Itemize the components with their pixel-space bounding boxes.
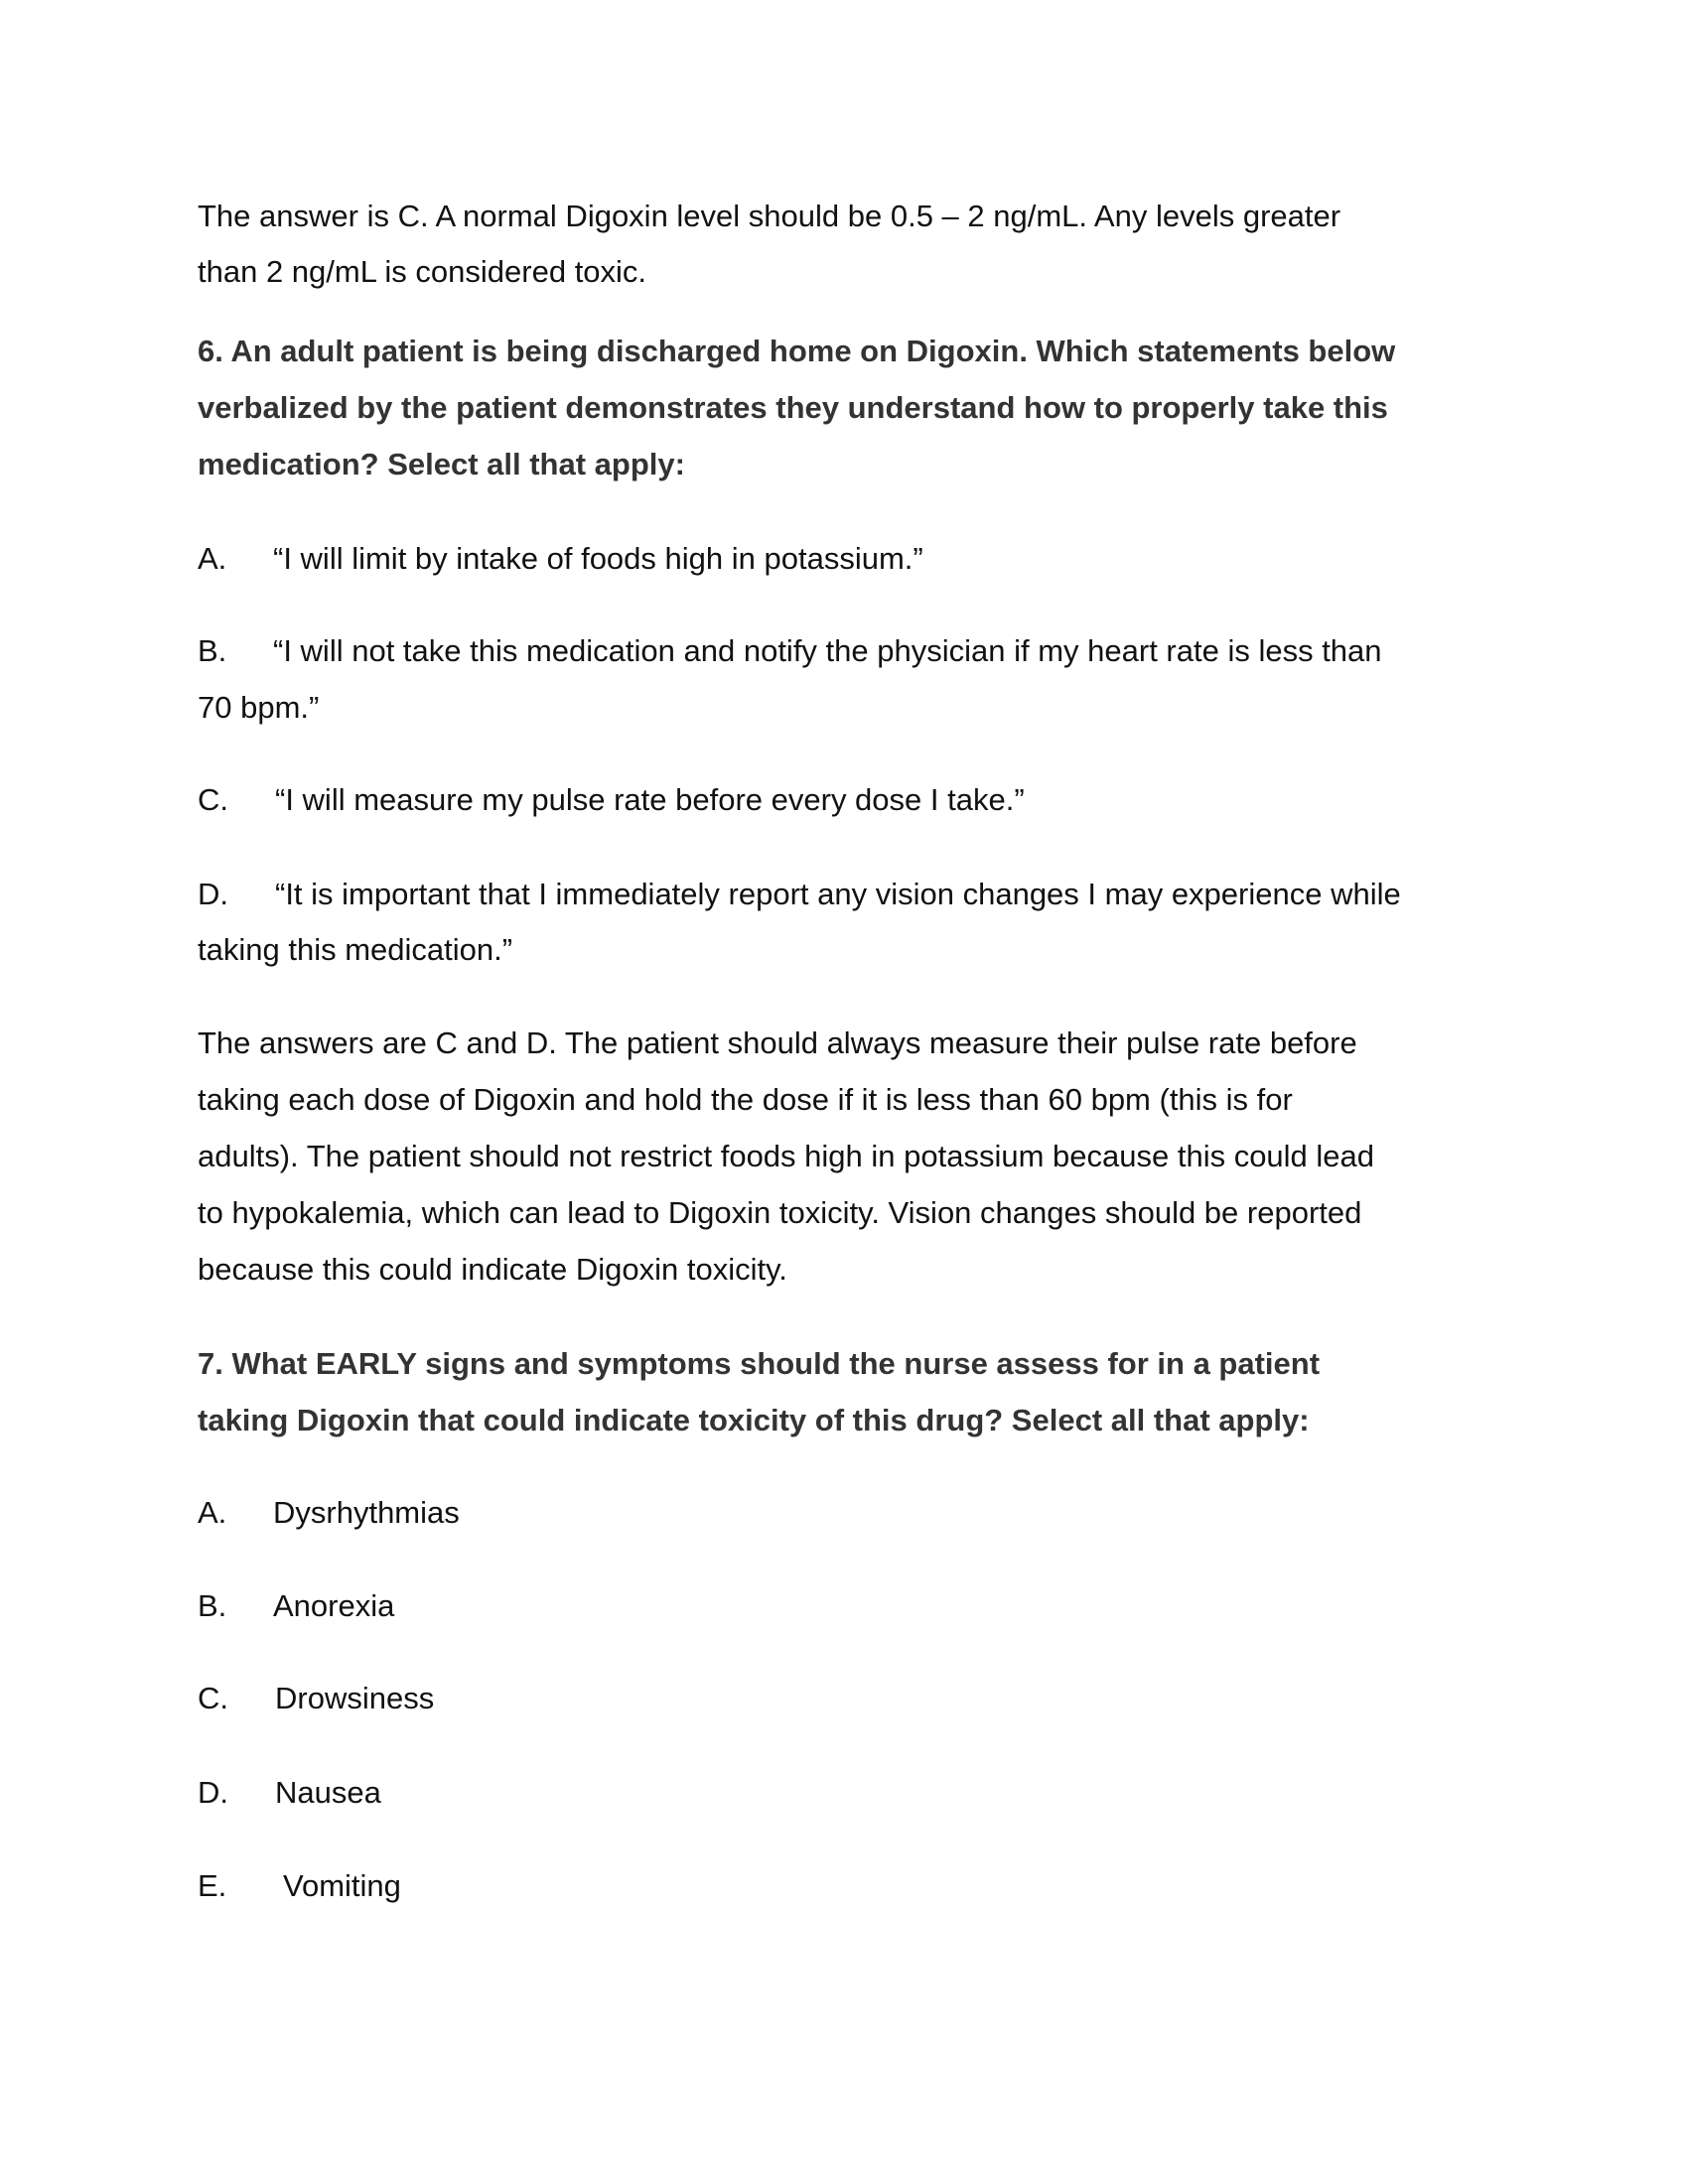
option-text: “I will not take this medication and notify the physician if my heart rate is less than: [273, 633, 1382, 668]
option-letter: D.: [198, 1775, 228, 1810]
answer-6-line: taking each dose of Digoxin and hold the dose if it is less than 60 bpm (this is for: [198, 1082, 1293, 1117]
option-letter: B.: [198, 633, 227, 668]
option-text: Anorexia: [273, 1588, 395, 1623]
option-letter: E.: [198, 1868, 227, 1903]
answer-6-line: to hypokalemia, which can lead to Digoxin toxicity. Vision changes should be reported: [198, 1195, 1362, 1230]
option-text: “I will measure my pulse rate before every dose I take.”: [275, 782, 1025, 817]
question-7-line: 7. What EARLY signs and symptoms should the nurse assess for in a patient: [198, 1346, 1321, 1381]
option-text: “It is important that I immediately report any vision changes I may experience while: [275, 877, 1401, 911]
option-letter: A.: [198, 541, 227, 576]
option-letter: D.: [198, 877, 228, 911]
answer-6-line: adults). The patient should not restrict foods high in potassium because this could lead: [198, 1139, 1375, 1173]
option-text: “I will limit by intake of foods high in potassium.”: [273, 541, 923, 576]
option-letter: B.: [198, 1588, 227, 1623]
answer-6-line: The answers are C and D. The patient should always measure their pulse rate before: [198, 1025, 1357, 1060]
question-6-line: 6. An adult patient is being discharged home on Digoxin. Which statements below: [198, 334, 1396, 368]
q6-option-d-cont: taking this medication.”: [198, 932, 513, 967]
option-letter: A.: [198, 1495, 227, 1530]
question-6-line: medication? Select all that apply:: [198, 447, 685, 481]
answer-5-line: The answer is C. A normal Digoxin level should be 0.5 – 2 ng/mL. Any levels greater: [198, 199, 1341, 233]
answer-6-line: because this could indicate Digoxin toxicity.: [198, 1252, 787, 1287]
option-text: Drowsiness: [275, 1681, 435, 1715]
option-letter: C.: [198, 1681, 228, 1715]
option-text: Dysrhythmias: [273, 1495, 460, 1530]
option-text: Nausea: [275, 1775, 381, 1810]
option-text: Vomiting: [283, 1868, 401, 1903]
answer-5-line: than 2 ng/mL is considered toxic.: [198, 254, 647, 289]
q6-option-b-cont: 70 bpm.”: [198, 690, 320, 725]
question-6-line: verbalized by the patient demonstrates they understand how to properly take this: [198, 390, 1388, 425]
question-7-line: taking Digoxin that could indicate toxicity of this drug? Select all that apply:: [198, 1403, 1310, 1437]
option-letter: C.: [198, 782, 228, 817]
